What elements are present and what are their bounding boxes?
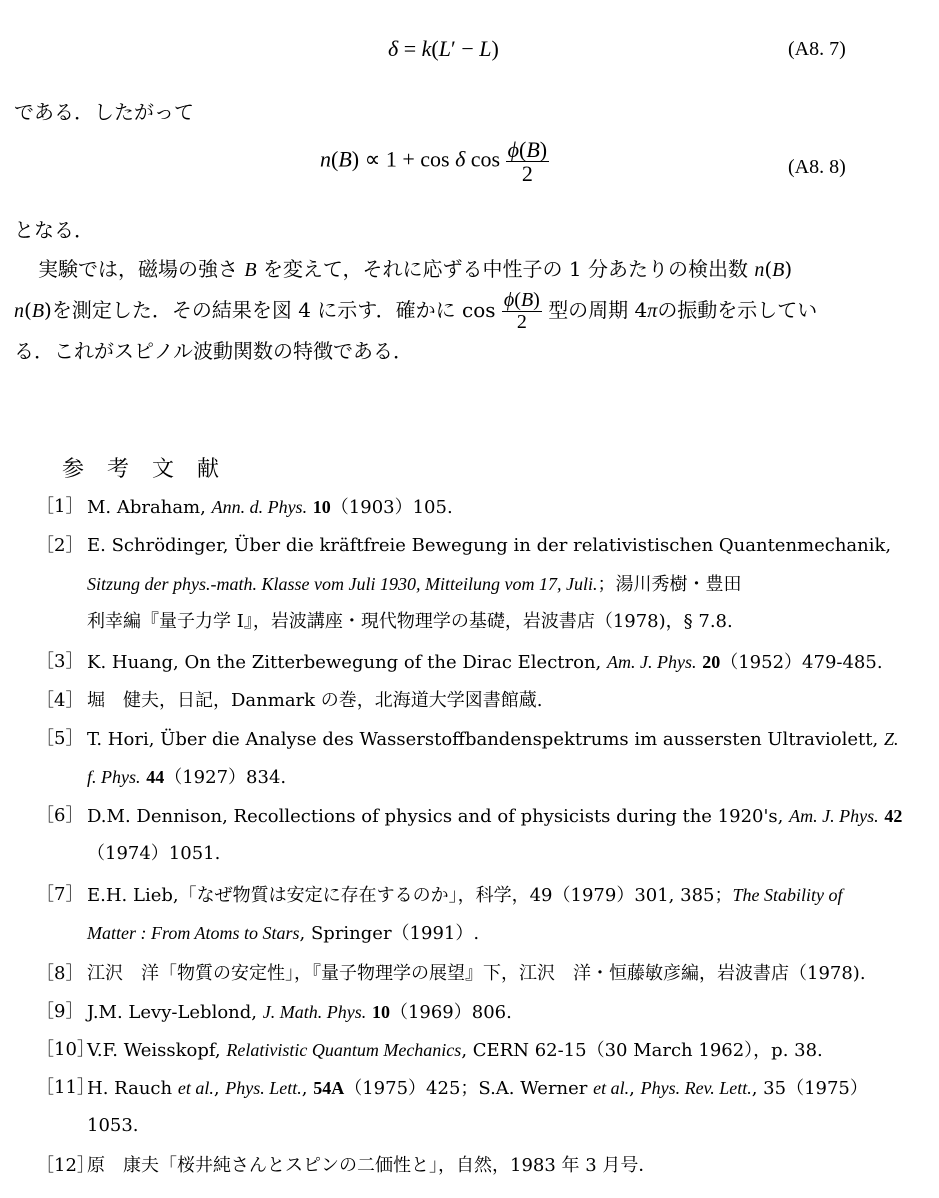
reference-text: f. Phys. 44（1927）834. <box>87 767 287 788</box>
reference-number: ［7］ <box>36 884 84 905</box>
paragraph-line: る．これがスピノル波動関数の特徴である． <box>14 339 413 363</box>
equation-a8-7: δ = k(L′ − L) <box>388 36 499 61</box>
reference-text: H. Rauch et al., Phys. Lett., 54A（1975）425；S.A. Werner et al., Phys. Rev. Lett., 35（1975） <box>87 1078 868 1099</box>
reference-text: Sitzung der phys.-math. Klasse vom Juli 1930, Mitteilung vom 17, Juli.；湯川秀樹・豊田 <box>87 574 742 595</box>
equation-number: (A8. 7) <box>788 38 846 60</box>
reference-text: J.M. Levy-Leblond, J. Math. Phys. 10（1969）806. <box>87 1002 512 1023</box>
reference-text: （1974）1051. <box>87 843 221 864</box>
reference-text: 利幸編『量子力学 I』，岩波講座・現代物理学の基礎，岩波書店（1978)，§ 7.8. <box>87 611 733 632</box>
reference-text: M. Abraham, Ann. d. Phys. 10（1903）105. <box>87 497 453 518</box>
reference-number: ［11］ <box>36 1077 95 1098</box>
paragraph-line: 実験では，磁場の強さ B を変えて，それに応ずる中性子の 1 分あたりの検出数 n(B) <box>38 257 793 281</box>
reference-number: ［2］ <box>36 535 84 556</box>
reference-text: E. Schrödinger, Über die kräftfreie Bewegung in der relativistischen Quantenmechanik, <box>87 535 892 556</box>
reference-number: ［5］ <box>36 728 84 749</box>
reference-text: Matter : From Atoms to Stars, Springer（1991）. <box>87 923 480 944</box>
reference-text: 1053. <box>87 1115 139 1136</box>
reference-text: E.H. Lieb,「なぜ物質は安定に存在するのか」，科学，49（1979）301, 385；The Stability of <box>87 885 843 906</box>
fraction: $\frac{\phi(B)}{2}$ <box>503 289 540 333</box>
reference-text: K. Huang, On the Zitterbewegung of the Dirac Electron, Am. J. Phys. 20（1952）479-485. <box>87 652 883 673</box>
equation-a8-8: n(B) ∝ 1 + cos δ cos $\frac{\phi(B)}{2}$ <box>320 137 548 187</box>
paragraph-line: n(B)を測定した．その結果を図 4 に示す．確かに cos $\frac{\phi(B)}{2}$ 型の周期 4πの振動を示してい <box>14 289 818 333</box>
paragraph-text: となる． <box>14 218 94 242</box>
reference-text: 堀 健夫，日記，Danmark の巻，北海道大学図書館蔵. <box>87 690 543 711</box>
reference-text: 江沢 洋「物質の安定性」，『量子物理学の展望』下，江沢 洋・恒藤敏彦編，岩波書店（1978). <box>87 963 866 984</box>
reference-number: ［10］ <box>36 1039 95 1060</box>
reference-number: ［12］ <box>36 1155 95 1176</box>
reference-number: ［1］ <box>36 496 84 517</box>
reference-number: ［6］ <box>36 805 84 826</box>
reference-text: 原 康夫「桜井純さんとスピンの二価性と」，自然，1983 年 3 月号． <box>87 1155 657 1176</box>
fraction: $\frac{\phi(B)}{2}$ <box>507 137 548 187</box>
reference-number: ［3］ <box>36 651 84 672</box>
reference-number: ［9］ <box>36 1001 84 1022</box>
reference-text: T. Hori, Über die Analyse des Wasserstoffbandenspektrums im aussersten Ultraviolett, Z. <box>87 729 899 750</box>
reference-number: ［4］ <box>36 690 84 711</box>
reference-text: V.F. Weisskopf, Relativistic Quantum Mechanics, CERN 62-15（30 March 1962），p. 38. <box>87 1040 823 1061</box>
paragraph-text: である．したがって <box>14 100 194 124</box>
reference-text: D.M. Dennison, Recollections of physics and of physicists during the 1920's, Am. J. Phys. 42 <box>87 806 903 827</box>
references-heading: 参 考 文 献 <box>62 457 227 482</box>
equation-number: (A8. 8) <box>788 156 846 178</box>
reference-number: ［8］ <box>36 963 84 984</box>
